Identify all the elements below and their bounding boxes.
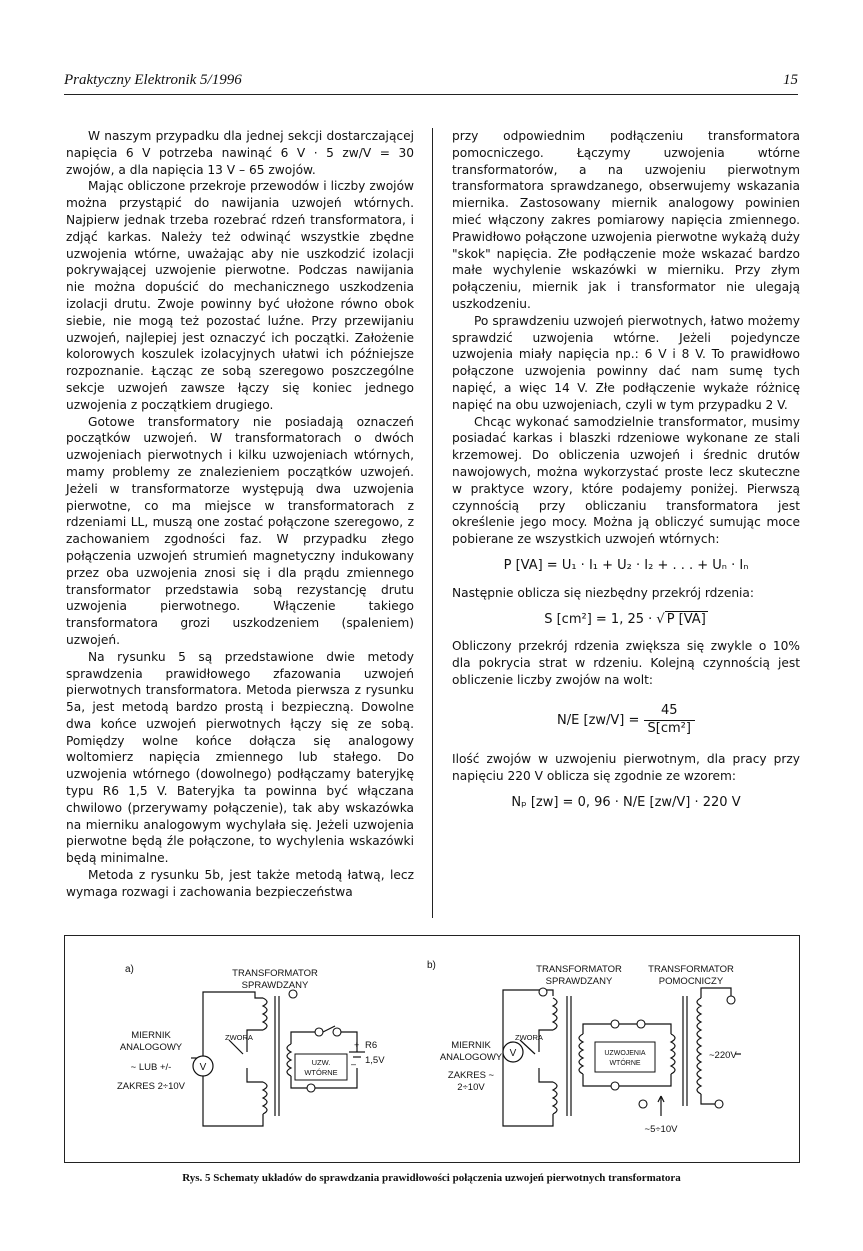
formula-radicand: P [VA] — [666, 611, 706, 627]
paragraph: Chcąc wykonać samodzielnie transformator, musimy posiadać karkas i blaszki rdzeniowe wykonane ze stali krzemowej. Do obliczenia uzwojeń i średnic drutów nawojowych, można wykorzystać proste lecz skuteczne w praktyce wzory, które podajemy poniżej. Pierwszą czynnością przy obliczaniu transformatora jest określenie jego mocy. Można ją obliczyć sumując moce pobierane ze wszystkich uzwojeń wtórnych: — [452, 414, 800, 547]
label: 1,5V — [365, 1055, 385, 1066]
paragraph: Obliczony przekrój rdzenia zwiększa się zwykle o 10% dla pokrycia strat w rdzeniu. Kolejną czynnością jest obliczenie liczby zwojów na wolt: — [452, 639, 800, 687]
left-column — [66, 128, 414, 901]
label: 2÷10V — [457, 1082, 485, 1093]
label: SPRAWDZANY — [545, 976, 613, 987]
label: MIERNIK — [131, 1030, 171, 1041]
label: V — [509, 1048, 517, 1059]
label: TRANSFORMATOR — [536, 964, 622, 975]
figure-caption: Rys. 5 Schematy układów do sprawdzania prawidłowości połączenia uzwojeń pierwotnych transformatora — [182, 1172, 681, 1184]
paragraph: Gotowe transformatory nie posiadają oznaczeń początków uzwojeń. W transformatorach o dwóch uzwojeniach pierwotnych i kilku uzwojeniach wtórnych, mamy problemy ze znalezieniem początków uzwojeń. Jeżeli w transformatorze występują dwa uzwojenia pierwotne, co ma miejsce w transformatorach z rdzeniami LL, muszą one zostać połączone szeregowo, z zachowaniem zgodności faz. W przypadku złego połączenia uzwojeń strumień magnetyczny indukowany przez oba uzwojenia znosi się i dla prądu zmiennego transformator przedstawia sobą rezystancję drutu uzwojenia pierwotnego. Włączenie takiego transformatora grozi uszkodzeniem (spaleniem) uzwojeń. — [66, 414, 414, 647]
label: ZWORA — [225, 1033, 253, 1042]
fraction-denominator: S[cm²] — [647, 720, 691, 736]
label: WTÓRNE — [609, 1060, 641, 1067]
paragraph: Metoda z rysunku 5b, jest także metodą łatwą, lecz wymaga rozwagi i zachowania bezpieczeństwa — [66, 868, 414, 899]
label: + — [354, 1040, 360, 1050]
label: ~ LUB +/- — [130, 1062, 172, 1073]
label: ZAKRES 2÷10V — [116, 1081, 186, 1092]
column-divider — [432, 128, 433, 918]
paragraph: Mając obliczone przekroje przewodów i liczby zwojów można przystąpić do nawijania uzwojeń wtórnych. Najpierw jednak trzeba rozebrać rdzeń transformatora, i zdjąć karkas. Należy też odwinąć wszystkie zbędne uzwojenia wtórne, uważając aby nie uszkodzić izolacji pokrywającej uzwojenie pierwotne. Podczas nawijania nie można dopuścić do mechanicznego uszkodzenia izolacji drutu. Zwoje powinny być ułożone równo obok siebie, nie mogą też pozostać luźne. Przy przewijaniu uzwojeń, najlepiej jest oznaczyć ich początki. Założenie kolorowych koszulek izolacyjnych ułatwi ich późniejsze rozpoznanie. Łącząc ze sobą szeregowo poszczególne sekcje uzwojeń zawsze łączy się koniec jednego uzwojenia z początkiem drugiego. — [66, 179, 414, 412]
turns-per-volt-formula — [452, 703, 800, 738]
formula-left: N/E [zw/V] = — [557, 712, 644, 728]
formula-left: S [cm²] = 1, 25 · — [544, 611, 657, 627]
core-section-formula — [452, 612, 800, 629]
label: POMOCNICZY — [658, 976, 724, 987]
label: ZAKRES ~ — [447, 1070, 495, 1081]
label: – — [351, 1059, 357, 1069]
journal-title: Praktyczny Elektronik 5/1996 — [64, 72, 242, 88]
page-header — [64, 70, 798, 95]
label: SPRAWDZANY — [241, 980, 309, 991]
page-number: 15 — [783, 72, 798, 88]
label: MIERNIK — [451, 1040, 491, 1051]
label: UZWOJENIA — [604, 1050, 646, 1057]
fraction-numerator: 45 — [644, 703, 695, 721]
label: ANALOGOWY — [439, 1052, 503, 1063]
power-formula: P [VA] = U₁ · I₁ + U₂ · I₂ + . . . + Uₙ · Iₙ — [503, 557, 749, 573]
right-column — [452, 128, 800, 822]
label: ANALOGOWY — [119, 1042, 183, 1053]
label: UZW. — [311, 1058, 331, 1067]
paragraph: Następnie oblicza się niezbędny przekrój rdzenia: — [452, 585, 755, 600]
label: ZWORA — [515, 1033, 543, 1042]
paragraph: W naszym przypadku dla jednej sekcji dostarczającej napięcia 6 V potrzeba nawinąć 6 V · 5 zw/V = 30 zwojów, a dla napięcia 13 V – 65 zwojów. — [66, 129, 414, 177]
fraction — [644, 703, 695, 738]
primary-coil-lower — [263, 1082, 267, 1114]
paragraph: Po sprawdzeniu uzwojeń pierwotnych, łatwo możemy sprawdzić uzwojenia wtórne. Jeżeli pojedyncze uzwojenia miały napięcia np.: 6 V i 8 V. To prawidłowo połączone uzwojenia powinny dać nam sumę tych napięć, a więc 14 V. Złe podłączenie wykaże różnicę napięć na obu uzwojeniach, czyli w tym przypadku 2 V. — [452, 313, 800, 412]
label: R6 — [365, 1040, 378, 1051]
label: ~220V — [709, 1050, 737, 1061]
label: V — [199, 1062, 207, 1073]
label: WTÓRNE — [304, 1068, 338, 1077]
figure-schematics — [64, 935, 800, 1163]
primary-coil-upper — [263, 998, 267, 1030]
label: TRANSFORMATOR — [648, 964, 734, 975]
label: TRANSFORMATOR — [232, 968, 318, 979]
tag-b: b) — [427, 960, 436, 971]
tag-a: a) — [125, 964, 134, 975]
label: ~5÷10V — [644, 1124, 678, 1135]
paragraph: Ilość zwojów w uzwojeniu pierwotnym, dla pracy przy napięciu 220 V oblicza się zgodnie ze wzorem: — [452, 752, 800, 784]
paragraph: Na rysunku 5 są przedstawione dwie metody sprawdzenia prawidłowego zfazowania uzwojeń pierwotnych transformatora. Metoda pierwsza z rysunku 5a, jest metodą bardzo prostą i bezpieczną. Dowolne dwa końce uzwojeń pierwotnych łączy się ze sobą. Pomiędzy wolne końce dołącza się analogowy woltomierz napięcia zmiennego lub stałego. Do uzwojenia wtórnego (dowolnego) podłączamy bateryjkę typu R6 1,5 V. Bateryjka ta powinna być włączana chwilowo (przerywamy połączenie), tak aby wskazówka na mierniku analogowym wychylała się. Jeżeli uzwojenia pierwotne będą źle połączone, to wychylenia wskazówki będą minimalne. — [66, 649, 414, 866]
primary-turns-formula: Nₚ [zw] = 0, 96 · N/E [zw/V] · 220 V — [511, 794, 741, 810]
schematic-svg — [65, 936, 799, 1162]
sqrt-icon: √ — [656, 611, 665, 627]
paragraph: przy odpowiednim podłączeniu transformatora pomocniczego. Łączymy uzwojenia wtórne transformatorów, a na uzwojeniu pierwotnym transformatora sprawdzanego, obserwujemy wskazania miernika. Zastosowany miernik analogowy powinien mieć włączony zakres pomiarowy napięcia zmiennego. Prawidłowo połączone uzwojenia pierwotne wykażą duży "skok" napięcia. Złe podłączenie może wskazać bardzo małe wychylenie wskazówki w mierniku. Przy złym połączeniu, miernik jak i transformator nie ulegają uszkodzeniu. — [452, 129, 800, 311]
